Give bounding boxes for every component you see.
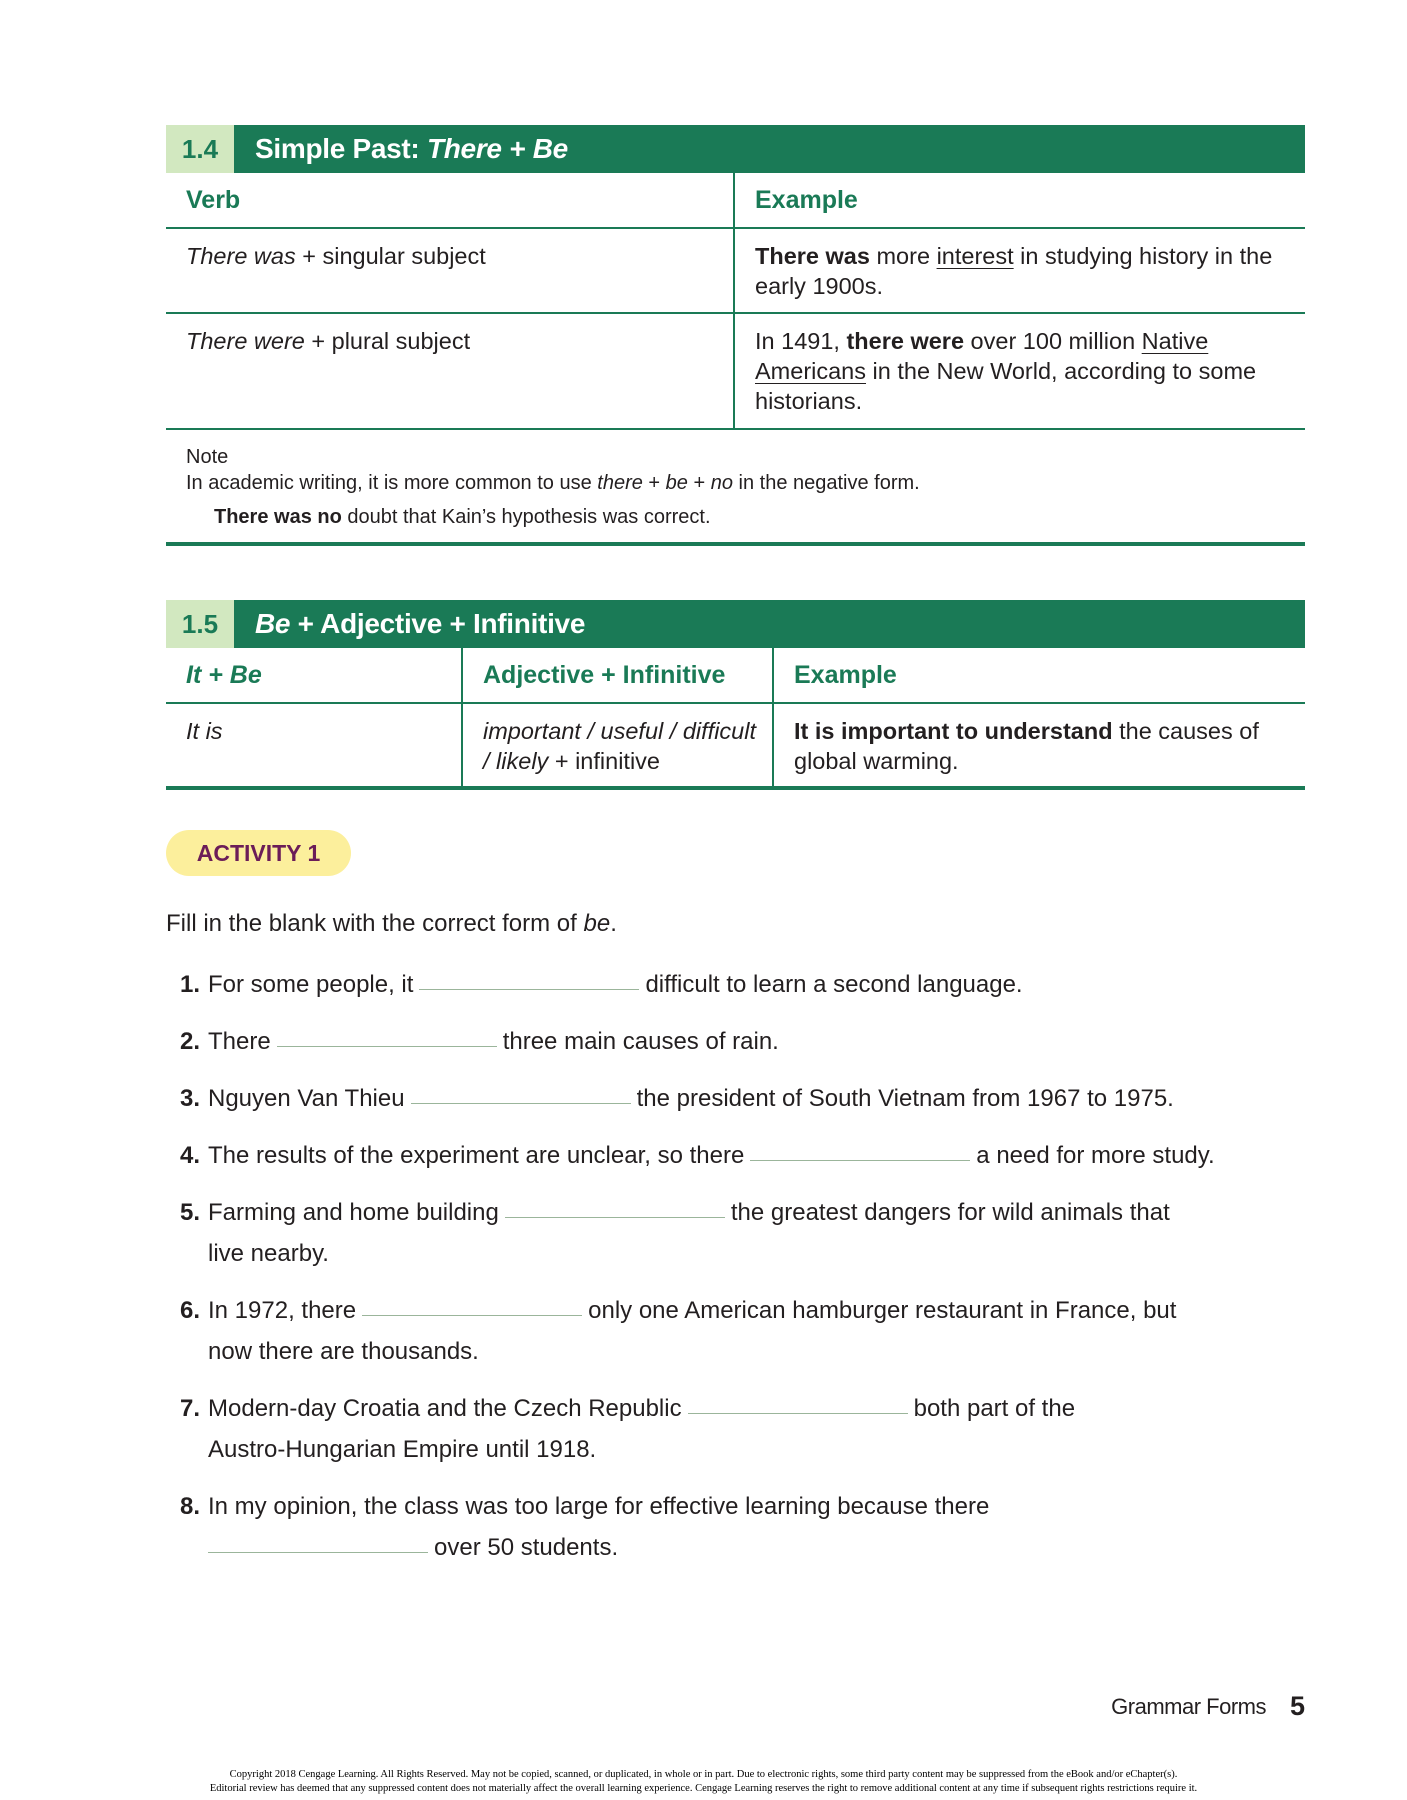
item-number: 7. xyxy=(179,1395,200,1422)
item-number: 2. xyxy=(179,1028,200,1055)
chart-number: 1.5 xyxy=(166,600,234,648)
list-item: 8. In my opinion, the class was too large for effective learning because there over 50 students. xyxy=(166,1486,1046,1568)
verb-cell: There were + plural subject xyxy=(166,313,734,429)
item-number: 1. xyxy=(179,971,200,998)
chart-1-5 xyxy=(166,600,1305,790)
chart-1-4-table xyxy=(166,173,1305,430)
chart-title: Be + Adjective + Infinitive xyxy=(234,600,1305,648)
copyright-notice: Copyright 2018 Cengage Learning. All Rights Reserved. May not be copied, scanned, or duplicated, in whole or in part. Due to electronic rights, some third party content may be suppressed from the eBook and/or eChapter(s). Editorial review has deemed that any suppressed content does not materially affect the overall learning experience. Cengage Learning reserves the right to remove additional content at any time if subsequent rights restrictions require it. xyxy=(209,1769,1198,1794)
table-row xyxy=(166,703,1305,788)
page-number: 5 xyxy=(1289,1691,1305,1721)
list-item: 7. Modern-day Croatia and the Czech Republic both part of the Austro-Hungarian Empire until 1918. xyxy=(166,1388,1106,1470)
verb-cell: There was + singular subject xyxy=(166,228,734,313)
example-cell: It is important to understand the causes of global warming. xyxy=(773,703,1305,788)
list-item: 6. In 1972, there only one American hamburger restaurant in France, but now there are thousands. xyxy=(166,1290,1206,1372)
column-header-verb: Verb xyxy=(166,173,734,228)
answer-blank[interactable] xyxy=(208,1552,428,1553)
footer-label: Grammar Forms xyxy=(1111,1693,1266,1719)
note-text: In academic writing, it is more common to use there + be + no in the negative form. xyxy=(186,472,920,494)
answer-blank[interactable] xyxy=(362,1315,582,1316)
answer-blank[interactable] xyxy=(411,1103,631,1104)
note-label: Note xyxy=(186,446,229,468)
page-footer xyxy=(1111,1691,1305,1722)
it-be-cell: It is xyxy=(186,718,223,744)
item-number: 3. xyxy=(179,1085,200,1112)
item-number: 5. xyxy=(179,1199,200,1226)
column-header-example: Example xyxy=(773,648,1305,703)
table-row xyxy=(166,228,1305,313)
chart-1-4-header xyxy=(166,125,1305,173)
column-header-example: Example xyxy=(734,173,1305,228)
activity-items xyxy=(166,964,1306,1584)
activity-badge: ACTIVITY 1 xyxy=(166,830,351,876)
list-item: 3. Nguyen Van Thieu the president of South Vietnam from 1967 to 1975. xyxy=(166,1078,1306,1119)
list-item: 5. Farming and home building the greatest dangers for wild animals that live nearby. xyxy=(166,1192,1206,1274)
chart-number: 1.4 xyxy=(166,125,234,173)
item-number: 4. xyxy=(179,1142,200,1169)
answer-blank[interactable] xyxy=(750,1160,970,1161)
table-row xyxy=(166,313,1305,429)
adjective-cell: important / useful / difficult / likely + infinitive xyxy=(462,703,773,788)
list-item: 1. For some people, it difficult to learn a second language. xyxy=(166,964,1306,1005)
example-cell: There was more interest in studying history in the early 1900s. xyxy=(734,228,1305,313)
list-item: 2. There three main causes of rain. xyxy=(166,1021,1306,1062)
note-example: There was no doubt that Kain’s hypothesis was correct. xyxy=(214,506,711,528)
chart-1-5-table xyxy=(166,648,1305,790)
chart-1-5-header xyxy=(166,600,1305,648)
chart-note xyxy=(166,430,1305,546)
answer-blank[interactable] xyxy=(419,989,639,990)
answer-blank[interactable] xyxy=(277,1046,497,1047)
item-number: 8. xyxy=(179,1493,200,1520)
activity-instruction: Fill in the blank with the correct form of be. xyxy=(166,910,617,937)
column-header-it-be: It + Be xyxy=(166,648,462,703)
chart-title: Simple Past: There + Be xyxy=(234,125,1305,173)
column-header-adjective-infinitive: Adjective + Infinitive xyxy=(462,648,773,703)
example-cell: In 1491, there were over 100 million Native Americans in the New World, according to some historians. xyxy=(734,313,1305,429)
answer-blank[interactable] xyxy=(505,1217,725,1218)
answer-blank[interactable] xyxy=(688,1413,908,1414)
chart-1-4 xyxy=(166,125,1305,546)
list-item: 4. The results of the experiment are unclear, so there a need for more study. xyxy=(166,1135,1306,1176)
item-number: 6. xyxy=(179,1297,200,1324)
